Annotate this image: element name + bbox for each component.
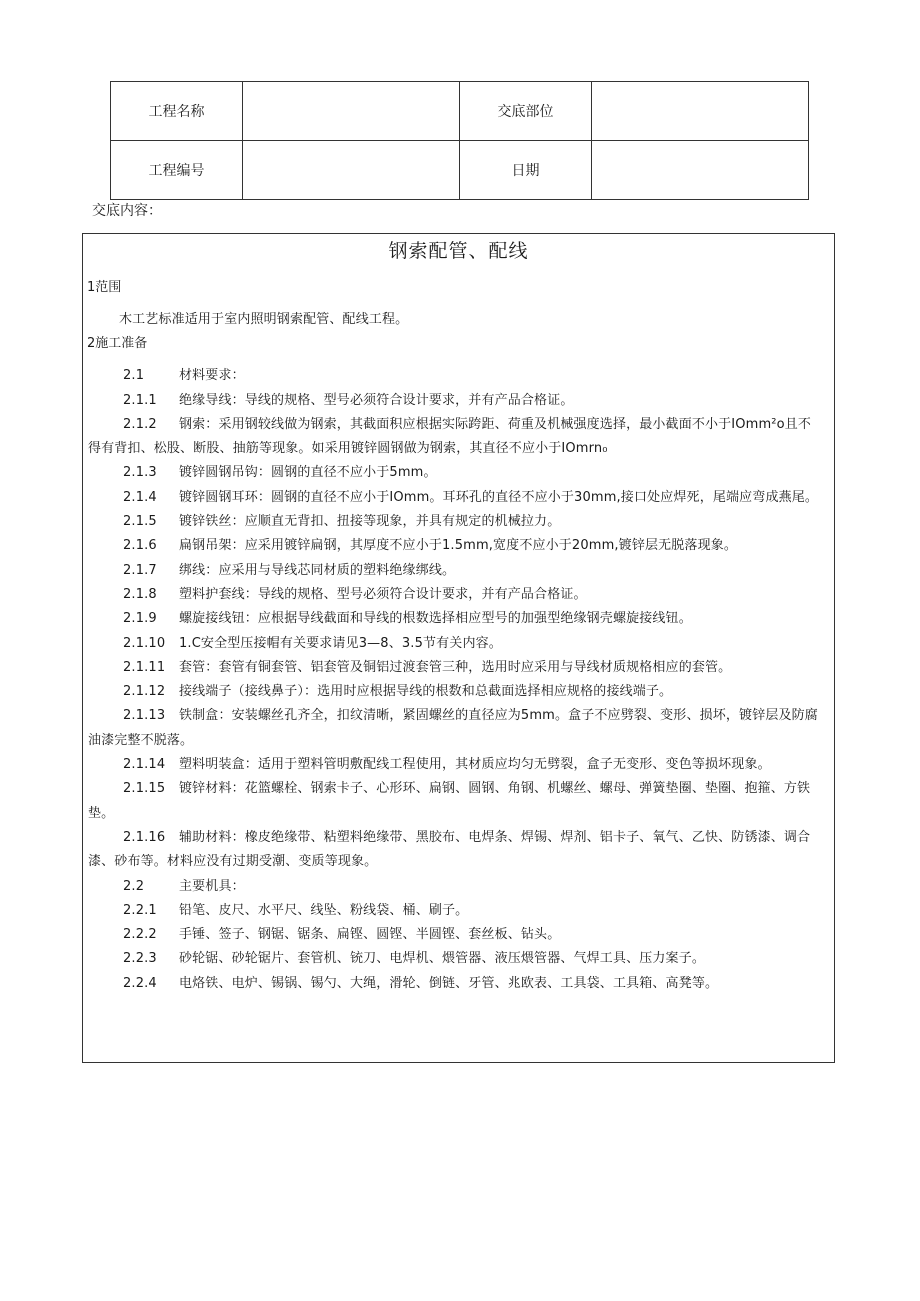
handover-part-label: 交底部位: [460, 82, 592, 141]
list-item: [83, 510, 834, 534]
item-number: 2.2.1: [123, 902, 157, 918]
list-item: [83, 656, 834, 680]
item-number: 2.1.2: [123, 416, 157, 432]
scope-paragraph: 木工艺标准适用于室内照明钢索配管、配线工程。: [119, 312, 409, 327]
list-item: [83, 486, 834, 510]
item-text: 镀锌圆钢吊钩：圆钢的直径不应小于5mm。: [179, 465, 437, 481]
item-text: 1.C安全型压接帽有关要求请见3—8、3.5节有关内容。: [179, 635, 502, 651]
item-number: 2.1.15: [123, 781, 166, 797]
project-no-label: 工程编号: [111, 141, 243, 200]
list-item: [83, 461, 834, 485]
item-text: 镀锌圆钢耳环：圆钢的直径不应小于IOmm。耳环孔的直径不应小于30mm,接口处应焊死，尾端应弯成燕尾。: [179, 489, 819, 505]
item-text: 扁钢吊架：应采用镀锌扁钢，其厚度不应小于1.5mm,宽度不应小于20mm,镀锌层无脱落现象。: [179, 538, 738, 554]
item-number: 2.1.12: [123, 684, 166, 700]
item-number: 2.1.16: [123, 829, 166, 845]
list-item: [83, 632, 834, 656]
list-item: [83, 680, 834, 704]
item-text: 铁制盒：安装螺丝孔齐全，扣纹清晰，紧固螺丝的直径应为5mm。盒子不应劈裂、变形、损坏，镀锌层及防腐油漆完整不脱落。: [88, 708, 818, 748]
list-item: [83, 364, 834, 388]
item-number: 2.2.3: [123, 951, 157, 967]
list-item: [83, 972, 834, 996]
item-number: 2.2: [123, 878, 145, 894]
item-text: 砂轮锯、砂轮锯片、套管机、铳刀、电焊机、煨管器、液压煨管器、气焊工具、压力案子。: [179, 951, 706, 967]
item-text: 辅助材料：橡皮绝缘带、粘塑料绝缘带、黑胶布、电焊条、焊锡、焊剂、铝卡子、氧气、乙快、防锈漆、调合漆、砂布等。材料应没有过期受潮、变质等现象。: [88, 829, 811, 870]
list-item: [83, 826, 834, 875]
item-number: 2.2.4: [123, 975, 157, 991]
header-row-1: [111, 82, 809, 141]
handover-content-label: 交底内容：: [92, 203, 162, 219]
items-list: [83, 364, 834, 996]
item-text: 手锤、签子、钢锯、锯条、扁铿、圆铿、半圆铿、套丝板、钻头。: [179, 927, 561, 943]
item-number: 2.1.10: [123, 635, 166, 651]
date-label: 日期: [460, 141, 592, 200]
item-number: 2.1.6: [123, 538, 157, 554]
list-item: [83, 899, 834, 923]
item-number: 2.1.9: [123, 611, 157, 627]
handover-part-value[interactable]: [592, 82, 809, 141]
list-item: [83, 753, 834, 777]
list-item: [83, 534, 834, 558]
list-item: [83, 607, 834, 631]
item-text: 塑料明装盒：适用于塑料管明敷配线工程使用，其材质应均匀无劈裂，盒子无变形、变色等损坏现象。: [179, 757, 771, 773]
item-text: 套管：套管有铜套管、铝套管及铜铝过渡套管三种，选用时应采用与导线材质规格相应的套管。: [179, 659, 732, 675]
item-text: 电烙铁、电炉、锡锅、锡勺、大绳，滑轮、倒链、牙管、兆欧表、工具袋、工具箱、高凳等。: [179, 975, 719, 991]
item-number: 2.1: [123, 368, 145, 384]
list-item: [83, 875, 834, 899]
list-item: [83, 413, 834, 462]
item-text: 绑线：应采用与导线芯同材质的塑料绝缘绑线。: [179, 562, 456, 578]
item-text: 镀锌材料：花篮螺栓、钢索卡子、心形环、扁钢、圆钢、角钢、机螺丝、螺母、弹簧垫圈、垫圈、抱箍、方铁垫。: [88, 781, 811, 821]
item-number: 2.1.1: [123, 392, 157, 408]
item-text: 钢索：采用钢较线做为钢索，其截面积应根据实际跨距、荷重及机械强度选择，最小截面不小于IOmm²o且不得有背扣、松股、断股、抽筋等现象。如采用镀锌圆钢做为钢索，其直径不应小于IOmrn₀: [88, 416, 812, 457]
project-name-label: 工程名称: [111, 82, 243, 141]
content-box: [82, 233, 835, 1063]
list-item: [83, 777, 834, 826]
date-value[interactable]: [592, 141, 809, 200]
list-item: [83, 389, 834, 413]
document-title: 钢索配管、配线: [388, 240, 529, 262]
item-text: 绝缘导线：导线的规格、型号必须符合设计要求，并有产品合格证。: [179, 392, 574, 408]
list-item: [83, 947, 834, 971]
item-number: 2.1.11: [123, 659, 166, 675]
item-text: 镀锌铁丝：应顺直无背扣、扭接等现象，并具有规定的机械拉力。: [179, 514, 561, 530]
list-item: [83, 923, 834, 947]
header-table: [110, 81, 809, 200]
item-text: 材料要求：: [179, 368, 245, 384]
item-text: 主要机具：: [179, 878, 245, 894]
section-preparation-heading: 2施工准备: [87, 336, 148, 352]
project-name-value[interactable]: [243, 82, 460, 141]
item-number: 2.1.14: [123, 757, 166, 773]
item-text: 铅笔、皮尺、水平尺、线坠、粉线袋、桶、刷子。: [179, 902, 469, 918]
item-number: 2.1.4: [123, 489, 157, 505]
item-text: 接线端子（接线鼻子）：选用时应根据导线的根数和总截面选择相应规格的接线端子。: [179, 684, 673, 700]
list-item: [83, 559, 834, 583]
list-item: [83, 583, 834, 607]
item-number: 2.1.5: [123, 514, 157, 530]
item-text: 塑料护套线：导线的规格、型号必须符合设计要求，并有产品合格证。: [179, 586, 587, 602]
section-scope-heading: 1范围: [87, 280, 122, 295]
item-text: 螺旋接线钮：应根据导线截面和导线的根数选择相应型号的加强型绝缘钢壳螺旋接线钮。: [179, 611, 692, 627]
item-number: 2.1.8: [123, 586, 157, 602]
item-number: 2.1.3: [123, 465, 157, 481]
item-number: 2.1.7: [123, 562, 157, 578]
header-row-2: [111, 141, 809, 200]
item-number: 2.2.2: [123, 927, 157, 943]
list-item: [83, 704, 834, 753]
item-number: 2.1.13: [123, 708, 166, 724]
project-no-value[interactable]: [243, 141, 460, 200]
